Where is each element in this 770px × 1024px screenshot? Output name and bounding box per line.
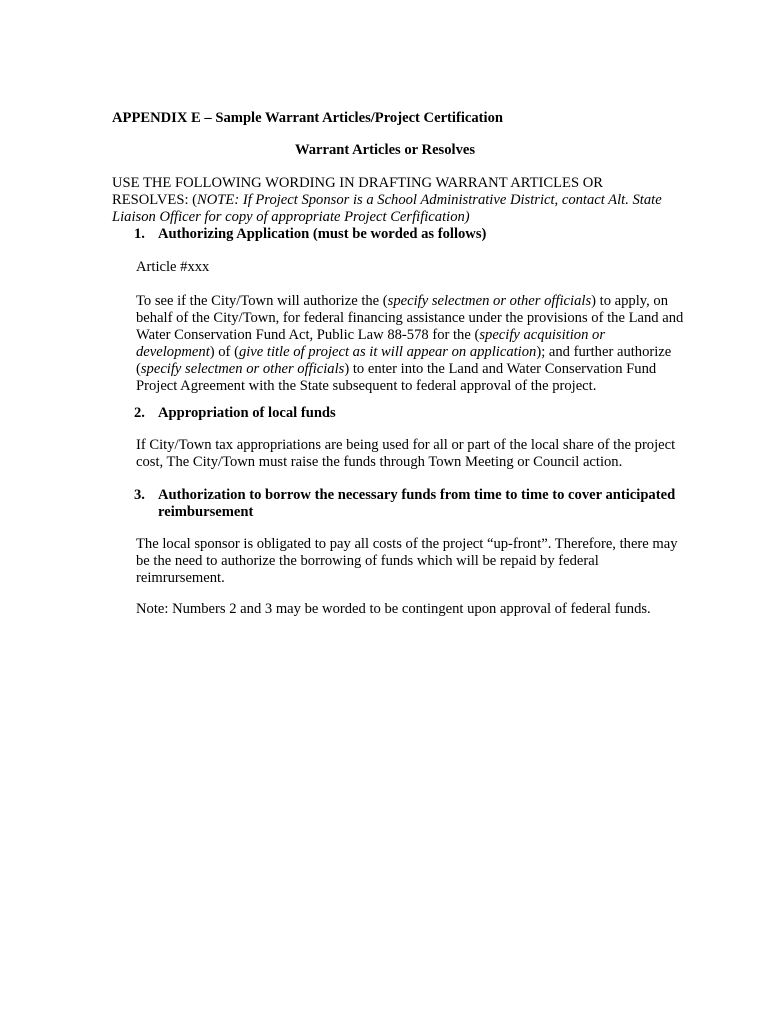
instruction-line-1: USE THE FOLLOWING WORDING IN DRAFTING WARRANT ARTICLES OR: [112, 175, 603, 191]
article-line-1: [136, 293, 676, 310]
article-line-2: behalf of the City/Town, for federal financing assistance under the provisions of the Land and: [136, 310, 684, 326]
instruction-note-1: NOTE: If Project Sponsor is a School Administrative District, contact Alt. State: [197, 192, 662, 208]
article-line-4: [136, 344, 676, 361]
article-italic: specify selectmen or other officials: [140, 361, 345, 377]
article-paragraph: [136, 293, 684, 395]
article-italic: specify acquisition or: [479, 327, 605, 343]
article-text: ) to apply, on: [591, 293, 668, 309]
section-3-number: 3.: [134, 487, 145, 503]
article-text: (: [136, 361, 141, 377]
borrow-line-3: reimrursement.: [136, 570, 225, 586]
section-1-heading: [134, 226, 486, 243]
drafting-instruction: [112, 175, 672, 226]
section-2-title: Appropriation of local funds: [158, 405, 336, 421]
appropriation-paragraph: [136, 437, 676, 471]
article-text: ) of (: [209, 344, 239, 360]
section-1-title: Authorizing Application (must be worded as follows): [158, 226, 487, 242]
appendix-title: APPENDIX E – Sample Warrant Articles/Project Certification: [112, 110, 503, 126]
section-3-title-1: Authorization to borrow the necessary funds from time to time to cover anticipated: [158, 487, 676, 503]
article-line-5: [136, 361, 676, 378]
article-line-6: Project Agreement with the State subsequent to federal approval of the project.: [136, 378, 597, 394]
section-subtitle: Warrant Articles or Resolves: [294, 142, 476, 158]
borrow-line-2: be the need to authorize the borrowing of funds which will be repaid by federal: [136, 553, 599, 569]
section-3-heading-line-1: [134, 487, 675, 504]
article-text: ) to enter into the Land and Water Conservation Fund: [344, 361, 657, 377]
borrow-paragraph: [136, 536, 676, 587]
article-line-3: [136, 327, 676, 344]
instruction-line-2: [112, 192, 672, 209]
borrow-line-1: The local sponsor is obligated to pay all costs of the project “up-front”. Therefore, there may: [136, 536, 678, 552]
article-text: Water Conservation Fund Act, Public Law 88-578 for the (: [136, 327, 480, 343]
note-paragraph: [136, 601, 676, 618]
section-2-heading: [134, 405, 336, 422]
instruction-prefix: RESOLVES: (: [112, 192, 198, 208]
article-label: [136, 259, 676, 276]
section-3-heading: [134, 487, 675, 521]
article-italic: give title of project as it will appear on application: [238, 344, 537, 360]
section-1-number: 1.: [134, 226, 145, 242]
article-label-text: Article #xxx: [136, 259, 210, 275]
instruction-line-3: [112, 209, 672, 226]
instruction-note-2: Liaison Officer for copy of appropriate Project Cerfification): [112, 209, 470, 225]
section-2-number: 2.: [134, 405, 145, 421]
appropriation-line-1: If City/Town tax appropriations are being used for all or part of the local share of the project: [136, 437, 676, 453]
section-3-heading-line-2: reimbursement: [158, 504, 254, 520]
article-text: ); and further authorize: [536, 344, 672, 360]
article-italic: specify selectmen or other officials: [387, 293, 592, 309]
article-italic: development: [136, 344, 210, 360]
appropriation-line-2: cost, The City/Town must raise the funds through Town Meeting or Council action.: [136, 454, 623, 470]
note-line: Note: Numbers 2 and 3 may be worded to be contingent upon approval of federal funds.: [136, 601, 651, 617]
article-text: To see if the City/Town will authorize the (: [136, 293, 388, 309]
